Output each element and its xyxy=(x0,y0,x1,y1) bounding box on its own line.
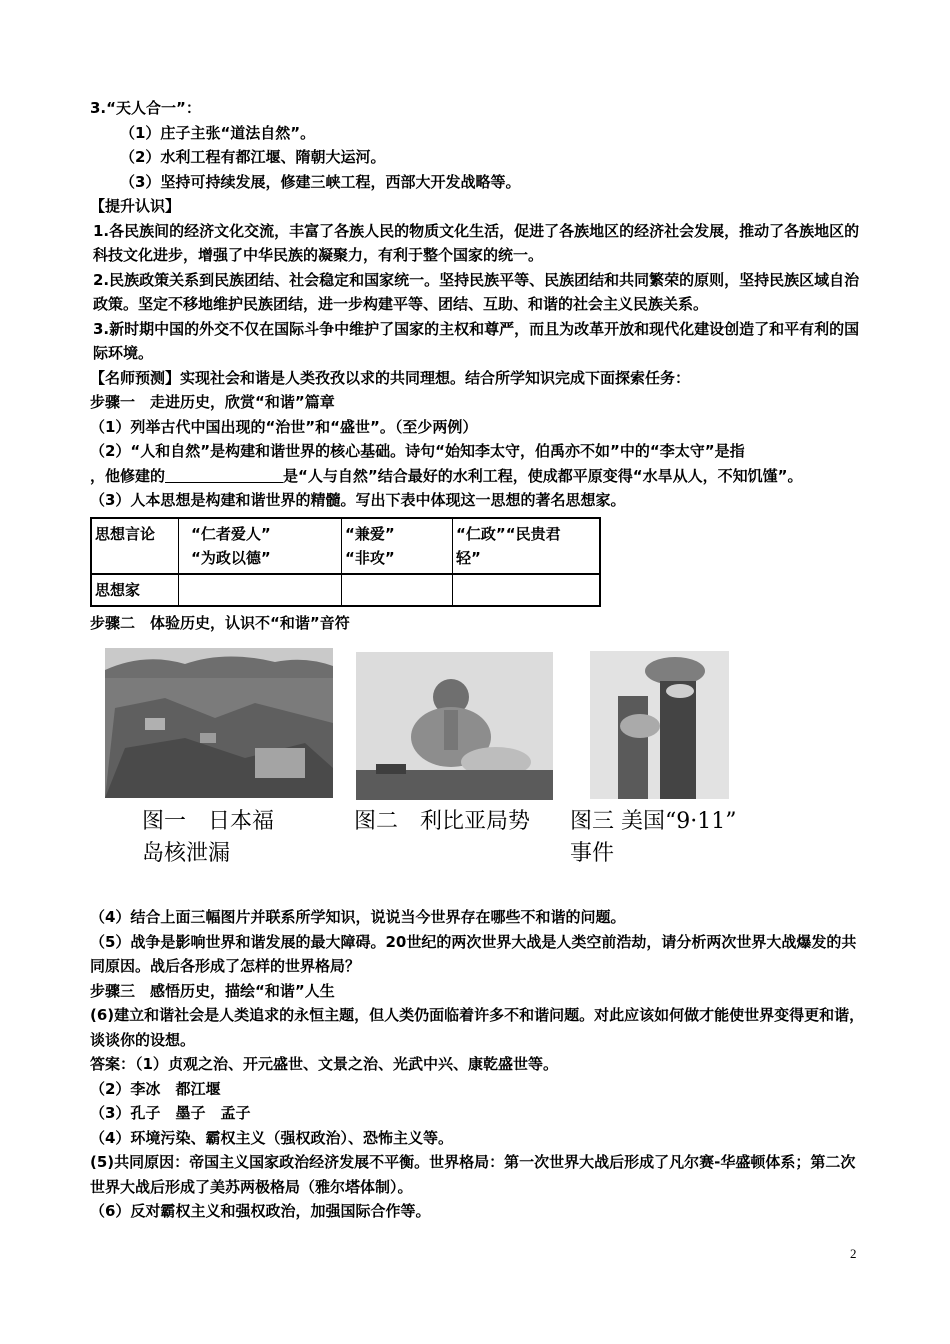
table-cell xyxy=(342,518,453,574)
yuce-intro: 实现社会和谐是人类孜孜以求的共同理想。结合所学知识完成下面探索任务： xyxy=(180,368,691,387)
quote-kongzi-2: “为政以德” xyxy=(191,548,271,567)
tisheng-heading: 【提升认识】 xyxy=(90,197,181,215)
table-cell-answer[interactable] xyxy=(342,574,453,606)
libya-explosion-photo xyxy=(356,652,553,800)
quote-mozi-1: “兼爱” xyxy=(345,524,395,543)
section-3-item-1: （1）庄子主张“道法自然”。 xyxy=(120,123,316,142)
step-one: 步骤一 走进历史，欣赏“和谐”篇章 xyxy=(90,393,335,411)
table-row xyxy=(91,518,600,574)
caption-figure-3-line-2: 事件 xyxy=(570,841,615,866)
step-three: 步骤三 感悟历史，描绘“和谐”人生 xyxy=(90,981,335,1000)
fukushima-photo xyxy=(105,648,333,798)
table-cell-answer[interactable] xyxy=(453,574,601,606)
document-page xyxy=(90,96,865,1224)
page-number: 2 xyxy=(850,1246,857,1261)
tisheng-paragraph-1: 1.各民族间的经济文化交流，丰富了各族人民的物质文化生活，促进了各族地区的经济社会发展，推动了各族地区的科技文化进步，增强了中华民族的凝聚力，有利于整个国家的统一。 xyxy=(93,221,860,264)
answer-2: （2）李冰 都江堰 xyxy=(90,1079,221,1098)
question-3: （3）人本思想是构建和谐世界的精髓。写出下表中体现这一思想的著名思想家。 xyxy=(90,491,626,509)
yuce-heading: 【名师预测】 xyxy=(90,368,181,387)
quote-mengzi-2: 轻” xyxy=(456,548,481,567)
caption-figure-3-line-1: 图三 美国“9·11” xyxy=(570,809,737,834)
answer-5: (5)共同原因：帝国主义国家政治经济发展不平衡。世界格局：第一次世界大战后形成了凡尔赛-华盛顿体系；第二次世界大战后形成了美苏两极格局（雅尔塔体制）。 xyxy=(90,1153,856,1196)
question-4: （4）结合上面三幅图片并联系所学知识，说说当今世界存在哪些不和谐的问题。 xyxy=(90,908,626,926)
question-6: (6)建立和谐社会是人类追求的永恒主题，但人类仍面临着许多不和谐问题。对此应该如何做才能使世界变得更和谐，谈谈你的设想。 xyxy=(90,1006,865,1049)
september-11-photo xyxy=(590,651,729,799)
answer-3: （3）孔子 墨子 孟子 xyxy=(90,1104,251,1122)
thinkers-table xyxy=(90,517,601,607)
answer-blank[interactable] xyxy=(165,468,283,483)
table-cell xyxy=(179,518,342,574)
table-cell-answer[interactable] xyxy=(179,574,342,606)
answer-1: 答案：（1）贞观之治、开元盛世、文景之治、光武中兴、康乾盛世等。 xyxy=(90,1055,558,1073)
question-1: （1）列举古代中国出现的“治世”和“盛世”。（至少两例） xyxy=(90,417,478,436)
photo-row xyxy=(90,635,865,905)
yuce-intro-line xyxy=(90,366,865,391)
section-3-item-2: （2）水利工程有都江堰、隋朝大运河。 xyxy=(120,148,386,166)
quote-mengzi-1: “仁政”“民贵君 xyxy=(456,524,561,543)
section-3-title: 3.“天人合一”： xyxy=(90,99,201,117)
tisheng-paragraph-3: 3.新时期中国的外交不仅在国际斗争中维护了国家的主权和尊严，而且为改革开放和现代化建设创造了和平有利的国际环境。 xyxy=(93,319,860,362)
question-2-pre: ，他修建的 xyxy=(90,466,166,485)
caption-figure-1-line-1: 图一 日本福 xyxy=(142,809,275,834)
answer-4: （4）环境污染、霸权主义（强权政治）、恐怖主义等。 xyxy=(90,1128,453,1147)
caption-figure-1-line-2: 岛核泄漏 xyxy=(142,841,231,866)
quote-mozi-2: “非攻” xyxy=(345,548,395,567)
caption-figure-2: 图二 利比亚局势 xyxy=(354,809,531,834)
table-cell-header: 思想言论 xyxy=(91,518,179,574)
question-2-post: 是“人与自然”结合最好的水利工程，使成都平原变得“水旱从人，不知饥馑”。 xyxy=(283,466,803,485)
table-cell-header: 思想家 xyxy=(91,574,179,606)
quote-kongzi-1: “仁者爱人” xyxy=(191,524,271,543)
section-3-item-3: （3）坚持可持续发展，修建三峡工程，西部大开发战略等。 xyxy=(120,172,521,191)
table-cell xyxy=(453,518,601,574)
question-5: （5）战争是影响世界和谐发展的最大障碍。20世纪的两次世界大战是人类空前浩劫，请分析两次世界大战爆发的共同原因。战后各形成了怎样的世界格局？ xyxy=(90,932,857,975)
table-row xyxy=(91,574,600,606)
tisheng-paragraph-2: 2.民族政策关系到民族团结、社会稳定和国家统一。坚持民族平等、民族团结和共同繁荣的原则，坚持民族区域自治政策。坚定不移地维护民族团结，进一步构建平等、团结、互助、和谐的社会主义民族关系。 xyxy=(93,270,860,313)
question-2-line-2 xyxy=(90,464,865,489)
step-two: 步骤二 体验历史，认识不“和谐”音符 xyxy=(90,613,350,632)
answer-6: （6）反对霸权主义和强权政治，加强国际合作等。 xyxy=(90,1202,431,1220)
question-2-line-1: （2）“人和自然”是构建和谐世界的核心基础。诗句“始知李太守，伯禹亦不如”中的“李太守”是指 xyxy=(90,442,745,460)
